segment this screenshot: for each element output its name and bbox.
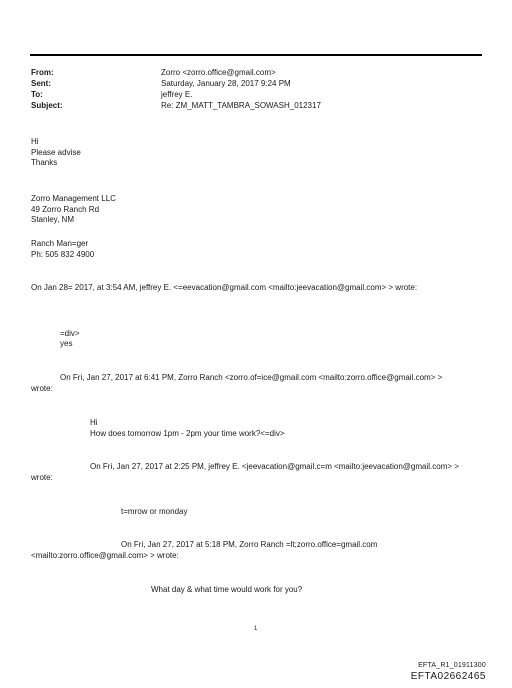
header-rule: [30, 54, 482, 56]
reply-2-greeting: Hi: [90, 418, 98, 427]
signature-address1: 49 Zorro Ranch Rd: [31, 205, 100, 214]
signature-company: Zorro Management LLC: [31, 194, 116, 203]
signature-address2: Stanley, NM: [31, 215, 74, 224]
sent-value: Saturday, January 28, 2017 9:24 PM: [161, 79, 291, 88]
reply-1-text: yes: [60, 339, 73, 348]
quote-header-3-wrote: wrote:: [31, 473, 53, 482]
from-value: Zorro <zorro.office@gmail.com>: [161, 68, 276, 77]
reply-3-text: t=mrow or monday: [121, 507, 188, 516]
body-line-thanks: Thanks: [31, 158, 58, 167]
to-value: jeffrey E.: [161, 90, 193, 99]
from-label: From:: [31, 68, 54, 77]
quote-header-4-mailto: <mailto:zorro.office@gmail.com> > wrote:: [31, 551, 179, 560]
quote-header-2: On Fri, Jan 27, 2017 at 6:41 PM, Zorro Ranch <zorro.of=ice@gmail.com <mailto:zorro.office@gmail.com> >: [60, 373, 443, 382]
to-label: To:: [31, 90, 43, 99]
body-greeting: Hi: [31, 137, 39, 146]
bates-number-large: EFTA02662465: [410, 671, 486, 682]
reply-1-div: =div>: [60, 329, 80, 338]
body-line-advise: Please advise: [31, 148, 81, 157]
signature-title: Ranch Man=ger: [31, 239, 89, 248]
sent-label: Sent:: [31, 79, 51, 88]
reply-4-text: What day & what time would work for you?: [151, 585, 303, 594]
signature-phone: Ph: 505 832 4900: [31, 250, 95, 259]
subject-label: Subject:: [31, 101, 63, 110]
reply-2-text: How does tomorrow 1pm - 2pm your time work?<=div>: [90, 429, 285, 438]
bates-number-small: EFTA_R1_01911300: [418, 662, 486, 669]
subject-value: Re: ZM_MATT_TAMBRA_SOWASH_012317: [161, 101, 321, 110]
quote-header-2-wrote: wrote:: [31, 384, 53, 393]
quote-header-3: On Fri, Jan 27, 2017 at 2:25 PM, jeffrey E. <jeevacation@gmail.c=m <mailto:jeevacation@gmail.com> >: [90, 462, 459, 471]
quote-header-4: On Fri, Jan 27, 2017 at 5:18 PM, Zorro Ranch =lt;zorro.office=gmail.com: [121, 540, 378, 549]
page-number: 1: [254, 626, 258, 632]
quote-header-1: On Jan 28= 2017, at 3:54 AM, jeffrey E. <=eevacation@gmail.com <mailto:jeevacation@gmail.com> > wrote:: [31, 283, 418, 292]
